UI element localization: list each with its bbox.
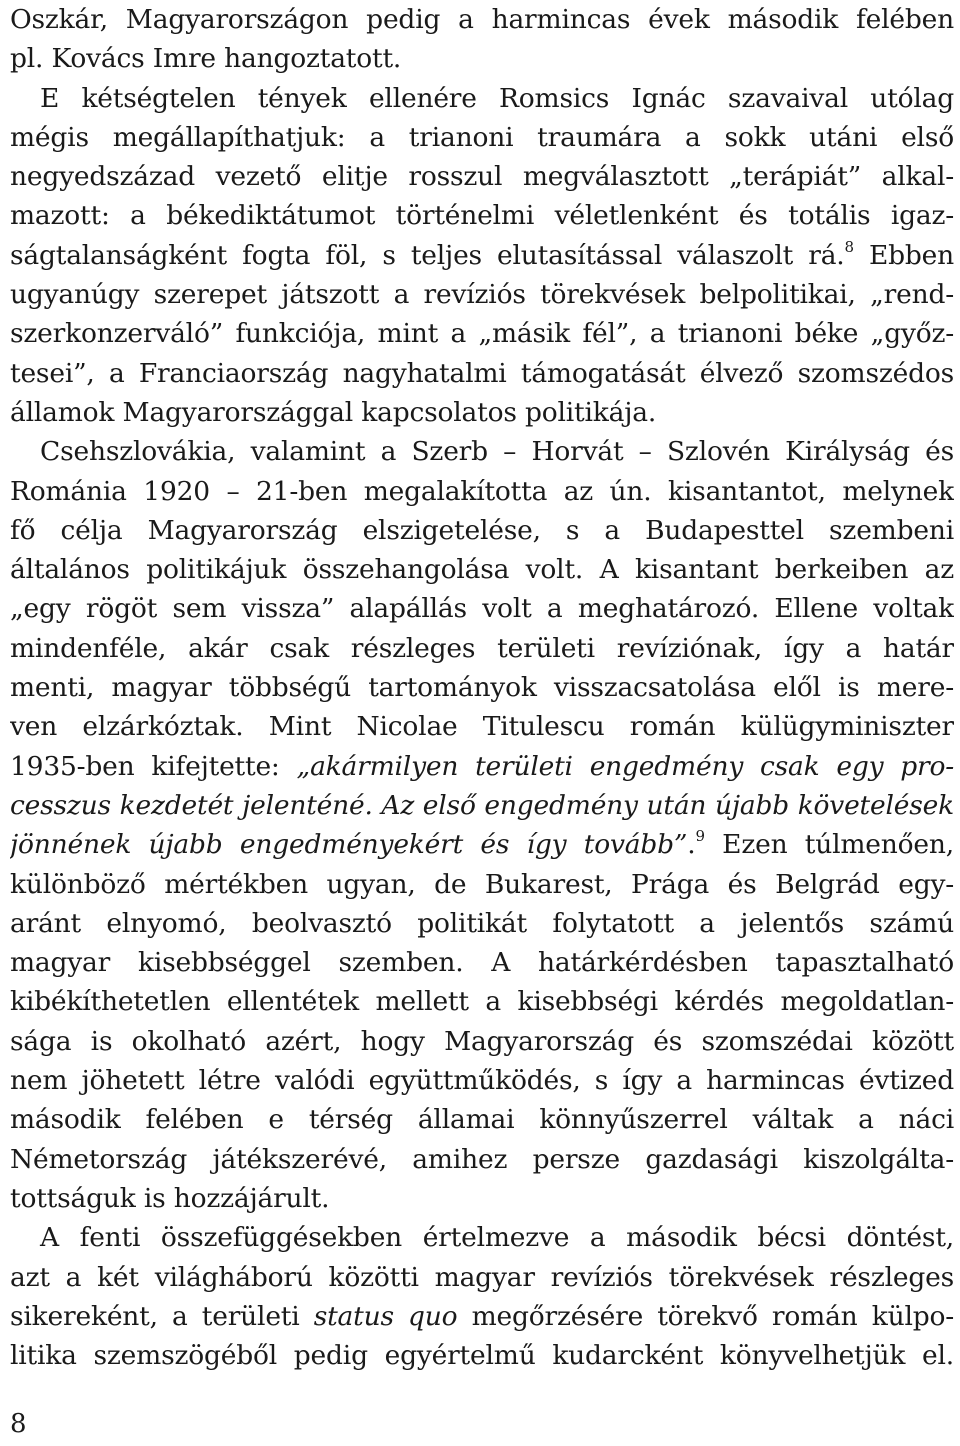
text-segment: sikereként, a területi: [10, 1300, 314, 1332]
text-line: aránt elnyomó, beolvasztó politikát folytatott a jelentős számú: [10, 907, 954, 939]
text-line: mégis megállapíthatjuk: a trianoni traumára a sokk utáni első: [10, 121, 954, 153]
text-line: „egy rögöt sem vissza” alapállás volt a meghatározó. Ellene voltak: [10, 593, 954, 625]
text-line: ven elzárkóztak. Mint Nicolae Titulescu román külügyminiszter: [10, 711, 954, 743]
text-line: pl. Kovács Imre hangoztatott.: [10, 43, 402, 75]
text-line: [10, 1297, 954, 1336]
text-line: államok Magyarországgal kapcsolatos politikája.: [10, 396, 657, 428]
text-line: különböző mértékben ugyan, de Bukarest, Prága és Belgrád egy-: [10, 868, 954, 900]
text-line: szerkonzerváló” funkciója, mint a „másik fél”, a trianoni béke „győz-: [10, 318, 954, 350]
text-line: mindenféle, akár csak részleges területi revíziónak, így a határ: [10, 632, 954, 664]
text-segment: megőrzésére törekvő román külpo-: [457, 1300, 954, 1332]
text-segment: .: [687, 829, 696, 861]
text-line: magyar kisebbséggel szemben. A határkérdésben tapasztalható: [10, 947, 954, 979]
quote-line: cesszus kezdetét jelenténé. Az első engedmény után újabb követelések: [10, 789, 954, 821]
footnote-ref: 9: [695, 827, 705, 846]
text-line: általános politikájuk összehangolása volt. A kisantant berkeiben az: [10, 554, 954, 586]
text-line: A fenti összefüggésekben értelmezve a második bécsi döntést,: [40, 1222, 954, 1254]
text-line: negyedszázad vezető elitje rosszul megválasztott „terápiát” alkal-: [10, 161, 954, 193]
text-line: Oszkár, Magyarországon pedig a harmincas évek második felében: [10, 4, 954, 35]
quote-segment: „akármilyen területi engedmény csak egy pro-: [296, 750, 954, 782]
text-line: litika szemszögéből pedig egyértelmű kudarcként könyvelhetjük el.: [10, 1340, 954, 1372]
text-line: nem jöhetett létre valódi együttműködés, s így a harmincas évtized: [10, 1065, 954, 1097]
text-line: ugyanúgy szerepet játszott a revíziós törekvések belpolitikai, „rend-: [10, 279, 954, 311]
text-line: mazott: a békediktátumot történelmi véletlenként és totális igaz-: [10, 200, 954, 232]
text-line: menti, magyar többségű tartományok visszacsatolása elől is mere-: [10, 672, 954, 704]
latin-term: status quo: [313, 1300, 458, 1332]
text-line: sága is okolható azért, hogy Magyarország és szomszédai között: [10, 1025, 954, 1057]
text-segment: Ebben: [853, 239, 954, 271]
text-line: második felében e térség államai könnyűszerrel váltak a náci: [10, 1104, 954, 1136]
text-segment: Ezen túlmenően,: [704, 829, 954, 861]
text-line: Németország játékszerévé, amihez persze gazdasági kiszolgálta-: [10, 1143, 954, 1175]
text-line: [10, 825, 954, 864]
text-segment: ságtalanságként fogta föl, s teljes elutasítással válaszolt rá.: [10, 239, 845, 271]
document-page: [10, 0, 954, 1375]
text-line: [10, 747, 954, 786]
text-line: fő célja Magyarország elszigetelése, s a Budapesttel szembeni: [10, 514, 954, 546]
text-line: [10, 236, 954, 275]
quote-segment: jönnének újabb engedményekért és így tovább”: [10, 829, 688, 861]
text-segment: 1935-ben kifejtette:: [10, 750, 297, 782]
page-number: 8: [10, 1409, 27, 1439]
footnote-ref: 8: [844, 237, 854, 256]
text-line: tottságuk is hozzájárult.: [10, 1182, 330, 1214]
text-line: kibékíthetetlen ellentétek mellett a kisebbségi kérdés megoldatlan-: [10, 986, 954, 1018]
text-line: E kétségtelen tények ellenére Romsics Ignác szavaival utólag: [40, 82, 954, 114]
text-line: Románia 1920 – 21-ben megalakította az ún. kisantantot, melynek: [10, 475, 954, 507]
text-line: azt a két világháború közötti magyar revíziós törekvések részleges: [10, 1261, 954, 1293]
text-line: Csehszlovákia, valamint a Szerb – Horvát – Szlovén Királyság és: [40, 436, 954, 468]
text-line: tesei”, a Franciaország nagyhatalmi támogatását élvező szomszédos: [10, 357, 954, 389]
